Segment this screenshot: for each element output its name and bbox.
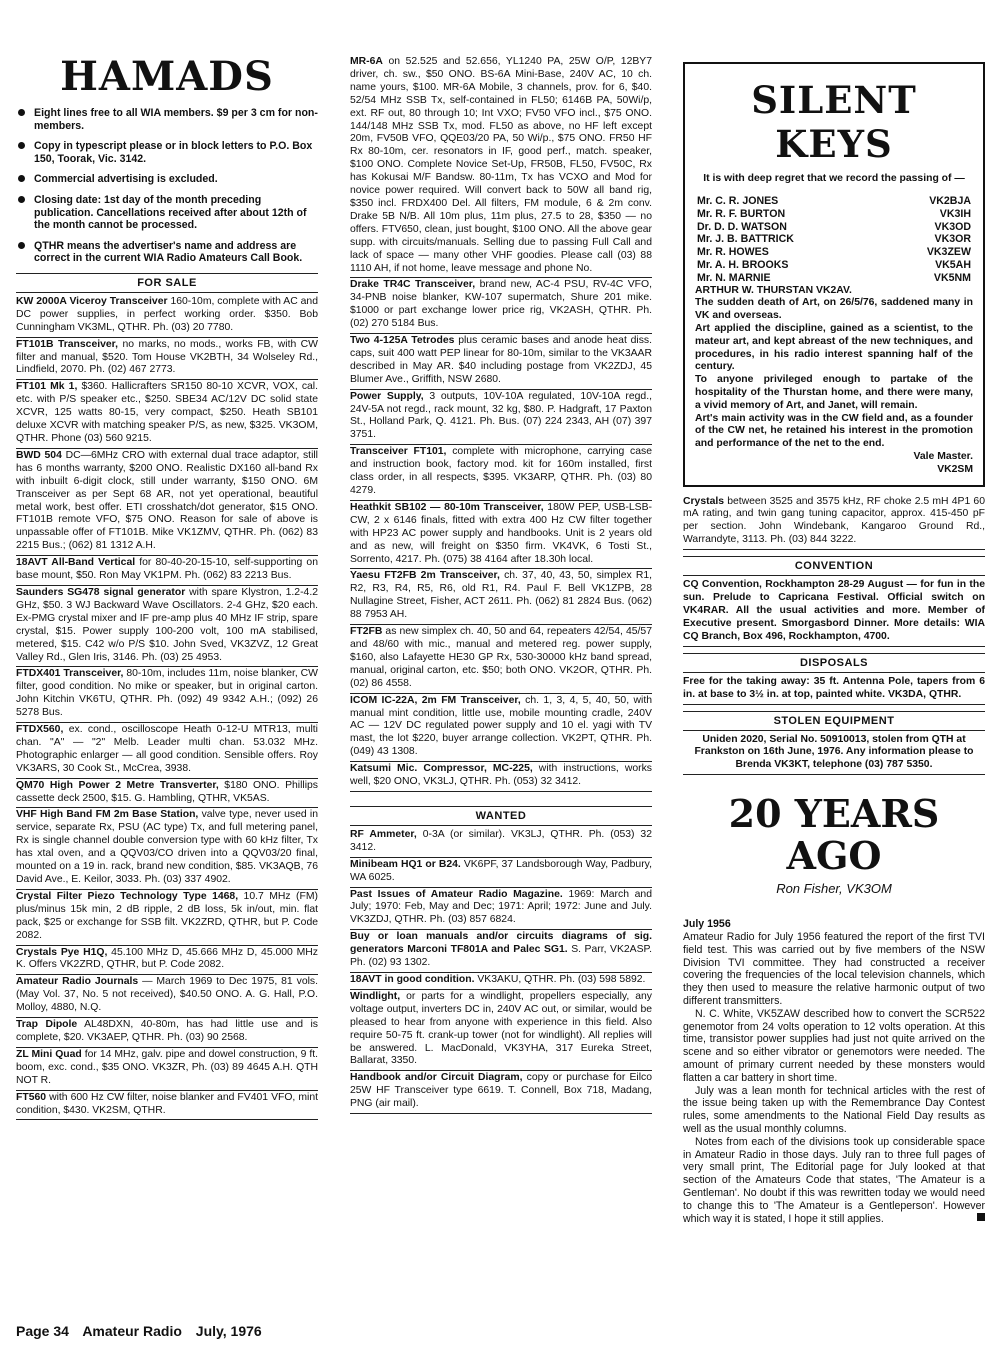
ad-heading: Heathkit SB102 — 80-10m Transceiver, <box>350 501 544 513</box>
ad-body: DC—6MHz CRO with external dual trace adaptor, still has 6 months warranty, $200 ONO. Realistic DX160 all-band Rx with inbuilt 6-digit clock, still under warranty, $150 ONO. 6M Transceiver as per Sept 68 AR, not yet operational, beautiful metal work, best offer. ETI crosshatch/dot generator, $15 ONO. FT101B remote VFO, $75 ONO. Reason for sale of above is unpassable offer of FT101B. Mike VK1ZMV, QTHR. Ph. (062) 83 2215 Bus.; (062) 81 1312 A.H. <box>16 449 318 552</box>
ad-body: 160-10m, complete with AC and DC power supplies, in perfect working order. $350. Bob Cunningham VK3ML, QTHR. Ph. (03) 20 7780. <box>16 295 318 333</box>
convention-text: CQ Convention, Rockhampton 28-29 August — for fun in the sun. Prelude to Capricana Festival. Official switch on VK4RAR. All the usual activities and more. Member of Executive present. Smorgasbord Dinner. More details: WIA CQ Branch, Box 496, Rockhampton, 4700. <box>683 578 985 647</box>
magazine-name: Amateur Radio <box>82 1323 182 1339</box>
article-paragraph: Notes from each of the divisions took up considerable space in Amateur Radio in those days. July ran to three full pages of very small print, The Editorial page for July looked at that section of the Amateurs Code that states, 'The Amateur is a Gentleman'. No doubt if this was rewritten today we would need to change this to 'The Amateur is a Gentleperson'. However which way it is stated, I hope it still applies. <box>683 1135 985 1225</box>
article-date: July 1956 <box>683 918 731 931</box>
ad-heading: FTDX560, <box>16 724 64 736</box>
silent-key-callsign: VK3OR <box>934 233 971 246</box>
silent-key-name: Mr. R. HOWES <box>697 246 769 259</box>
article-paragraph: July was a lean month for technical articles with the rest of the issue being taken up with the Remembrance Day Contest rules, some amendments to the National Field Day results as well as the usual monthly columns. <box>683 1084 985 1135</box>
for-sale-ad <box>16 890 318 946</box>
crystals-ad: Crystals between 3525 and 3575 kHz, RF choke 2.5 mH 4P1 60 mA rating, and twin gang tuning capacitor, approx. 415-450 pF per section. John Windebank, Kangaroo Ground Rd., Warrandyte, 3113. Ph. (03) 844 3222. <box>683 495 985 551</box>
stolen-text: Uniden 2020, Serial No. 50910013, stolen from QTH at Frankston on 16th June, 1976. Any information please to Brenda VK3KT, telephone (03) 787 5350. <box>683 733 985 776</box>
silent-keys-title: SILENT KEYS <box>751 78 917 166</box>
column-left <box>16 55 318 1120</box>
ad-heading: 18AVT All-Band Vertical <box>16 557 136 569</box>
ad-heading: Transceiver FT101, <box>350 446 447 458</box>
ad-heading: Katsumi Mic. Compressor, MC-225, <box>350 763 533 775</box>
ad-heading: Minibeam HQ1 or B24. <box>350 858 461 870</box>
for-sale-ad <box>16 1018 318 1048</box>
for-sale-ad <box>350 334 652 390</box>
tribute-paragraph: The sudden death of Art, on 26/5/76, saddened many in VK and overseas. <box>695 297 973 322</box>
ad-body: 45.100 MHz D, 45.666 MHz D, 45.000 MHz K. Offers VK2ZRD, QTHR, but P. Code 2082. <box>16 946 318 971</box>
ad-body: VK6PF, 37 Landsborough Way, Padbury, WA 6025. <box>350 858 652 883</box>
for-sale-ad <box>16 1091 318 1121</box>
tribute-heading: ARTHUR W. THURSTAN VK2AV. <box>695 284 852 296</box>
wanted-ad <box>350 828 652 858</box>
silent-key-name: Mr. R. F. BURTON <box>697 207 786 220</box>
ad-body: copy or purchase for Eilco 25W HF Transceiver type 6619. T. Connell, Box 718, Madang, PNG (air mail). <box>350 1072 652 1110</box>
ad-heading: Past Issues of Amateur Radio Magazine. <box>350 888 563 900</box>
rule-item: QTHR means the advertiser's name and address are correct in the current WIA Radio Amateurs Call Book. <box>16 240 318 265</box>
for-sale-ad <box>16 556 318 586</box>
tribute-text <box>695 297 973 451</box>
ad-heading: FT101 Mk 1, <box>16 381 78 393</box>
article-paragraph: N. C. White, VK5ZAW described how to convert the SCR522 genemotor from 24 volts operation to 12 volts operation. At this time, transistor power supplies had just not quite arrived on the scene and so either vibrator or genemotors were needed. The amount of primary current needed by these monsters would flatten a car battery in short time. <box>683 1007 985 1084</box>
ad-body: with instructions, works well, $20 ONO, VK3LJ, QTHR. Ph. (053) 32 3412. <box>350 763 652 788</box>
ad-body: brand new, AC-4 PSU, RV-4C VFO, 34-PNB noise blanker, KW-107 supermatch, Shure 201 mike. $1000 or part exchange lower price rig, VK2ASH, QTHR. Ph. (02) 270 5184 Bus. <box>350 279 652 330</box>
rule-item: Closing date: 1st day of the month preceding publication. Cancellations received after about 12th of the month cannot be processed. <box>16 194 318 232</box>
bullet-icon <box>18 242 25 249</box>
silent-key-name: Mr. C. R. JONES <box>697 195 779 207</box>
for-sale-ad <box>16 1048 318 1091</box>
ad-body: for 14 MHz, galv. pipe and dowel construction, 9 ft. boom, exc. cond., $35 ONO. VK3ZR, Ph. (03) 89 4645 A.H. QTH NOT R. <box>16 1048 318 1086</box>
ad-body: valve type, never used in service, separate Rx, PSU (AC type) Tx, and full metering panel, Rx is single channel double conversion type with 60 kHz filter, Tx has xtal oven, and a QQV03/CO driven into a QQV03/20 final, mounted on a 19 in. rack, brand new condition, $85. VK3AQB, 76 David Ave., E. Keilor, 3033. Ph. (03) 337 4902. <box>16 809 318 885</box>
article-paragraph: Amateur Radio for July 1956 featured the report of the first TVI field test. This was carried out by five members of the NSW Division TVI committee. They had constructed a receiver covering the frequencies of the local television channels, which they then used to measure the relative harmonic output of two different transmitters. <box>683 931 985 1007</box>
wanted-ad <box>350 990 652 1071</box>
for-sale-ad <box>350 694 652 763</box>
for-sale-heading: FOR SALE <box>16 273 318 293</box>
ad-body: 10.7 MHz (FM) plus/minus 15k min, 2 dB ripple, 2 dB loss, 5k in/out, min. flat pack, $25 or exchange for SSB filt. VK2ZRD, QTHR, but P. Code 2082. <box>16 890 318 941</box>
for-sale-ad <box>16 779 318 809</box>
tribute-paragraph: Art's main activity was in the CW field and, as a founder of the CW net, he retained his interest in the promotion and performance of the net to the end. <box>695 412 973 450</box>
convention-heading: CONVENTION <box>683 556 985 576</box>
ad-heading: ZL Mini Quad <box>16 1048 82 1060</box>
ad-body: complete with microphone, carrying case and instruction book, factory mod. kit for 160m installed, first class order, in all respects, $395. VK3ARP, QTHR. Ph. (03) 80 4279. <box>350 446 652 496</box>
ad-body: S. Parr, VK2ASP. Ph. (02) 93 1302. <box>350 944 652 969</box>
silent-key-row <box>695 246 973 259</box>
for-sale-ad <box>350 278 652 334</box>
silent-key-row <box>695 233 973 246</box>
ad-heading: Crystal Filter Piezo Technology Type 1468, <box>16 890 239 902</box>
ad-body: on 52.525 and 52.656, YL1240 PA, 25W O/P, 12BY7 driver, ch. sw., $50 ONO. BS-6A Mini-Base, 240V AC, 10 ch. name yours, $100. MR-6A Mobile, 3 channels, prov. for 6, $40. 52/54 MHz SSB Tx, self-contained in FL50; 6146B PA, 50Wi/p, ext. RF out, 80 through 10; Int VXO; FV50 VFO incl., $75 ONO. 144/148 MHz SSB Tx, mod. FL50 as above, no HF left except 20m, FV50B VFO, QQE03/20 PA, 50 Wi/p., $75 ONO. FR50 HF Rx 80-10m, cer. resonators in IF, good perf., match. speaker, $100 ONO. Complete Novice Set-Up, FR50B, FL50, FV50C, Rx has Kokusai M/F Bandsw. 80-11m, Tx has VCXO and Mod for novice power required. Will convert back to 50W all band rig, $350 incl. FRDX400 Del. All filters, FM module, 6 & 2m conv. Drake 5B N/B. All 10m plus, 11m plus, 27.5 to 28, $350 — no offers. FTV650, clean, just bought, $100 ONO. All the above gear supp. with circuits/manuals. Selling due to passing Full Call and lack of space — many other VHF goodies. Please call (03) 88 1110 AH, if not home, leave message and phone No. <box>350 56 652 274</box>
twenty-years-ago-article <box>683 918 985 1225</box>
ad-heading: Amateur Radio Journals <box>16 976 139 988</box>
ad-heading: RF Ammeter, <box>350 828 417 840</box>
silent-key-name: Mr. J. B. BATTRICK <box>697 233 794 246</box>
ad-heading: Buy or loan manuals and/or circuits diagrams of sig. generators Marconi TF801A and Palec SG1. <box>350 931 652 956</box>
disposals-heading: DISPOSALS <box>683 653 985 673</box>
page-number: Page 34 <box>16 1323 69 1339</box>
ad-heading: Yaesu FT2FB 2m Transceiver, <box>350 570 500 582</box>
wanted-ad <box>350 930 652 973</box>
column-middle <box>350 55 652 1114</box>
silent-keys-intro: It is with deep regret that we record the passing of — <box>703 173 965 184</box>
disposals-text: Free for the taking away: 35 ft. Antenna Pole, tapers from 6 in. at base to 3½ in. at top, painted white. VK3DA, QTHR. <box>683 675 985 705</box>
ad-body: ex. cond., oscilloscope Heath 0-12-U MTR13, multi chan. "A" — "2" Melb. Leader multi chan. 53.032 MHz. Photographic enlarger — all good condition. Sensible offers. Roy VK3ARS, 30 Cook St., McCrea, 3938. <box>16 724 318 774</box>
silent-key-name: Mr. A. H. BROOKS <box>697 258 789 271</box>
silent-key-callsign: VK5NM <box>933 271 971 284</box>
ad-heading: FT2FB <box>350 626 383 638</box>
ad-heading: Handbook and/or Circuit Diagram, <box>350 1072 523 1084</box>
ad-body: $360. Hallicrafters SR150 80-10 XCVR, VOX, cal. etc. with P/S speaker etc., $250. SBE34 AC/12V DC solid state XCVR, 125 watts 80-15, very compact, $250. Heath SB101 deluxe XCVR with matching speaker P/S, as new, $325. VK3OM, QTHR. Phone (03) 560 9215. <box>16 381 318 444</box>
silent-key-row <box>695 221 973 234</box>
ad-heading: BWD 504 <box>16 449 62 461</box>
rule-item: Eight lines free to all WIA members. $9 per 3 cm for non-members. <box>16 107 318 132</box>
wanted-ad <box>350 973 652 990</box>
ad-heading: FT101B Transceiver, <box>16 338 119 350</box>
silent-key-row <box>695 208 973 221</box>
ad-body: $180 ONO. Phillips cassette deck 2500, $15. G. Hambling, QTHR, VK5AS. <box>16 779 318 804</box>
for-sale-ad <box>350 445 652 501</box>
silent-keys-box <box>683 62 985 487</box>
ad-body: with 600 Hz CW filter, noise blanker and FV401 VFO, mint condition, $430. VK2SM, QTHR. <box>16 1091 318 1116</box>
for-sale-ad <box>16 449 318 556</box>
ad-body: with spare Klystron, 1.2-4.2 GHz, $50. 3 WJ Backward Wave Oscillators. 2-4 GHz, $20 each. Ex-PMG crystal mixer and IF pre-amp plus 40 MHz IF strip, spare crystal, $15. Power supply 100-200 volt, 100 mA stabilised, metered, $15. C42 w/o P/S $10. John Sved, VK3ZVZ, 12 Great Valley Rd., Glen Iris, 3146. Ph. (03) 25 4953. <box>16 586 318 663</box>
wanted-ads <box>350 828 652 1114</box>
ad-heading: Windlight, <box>350 990 401 1002</box>
hamads-masthead: HAMADS <box>60 53 274 100</box>
tribute-sign-1: Vale Master. <box>913 450 973 462</box>
ad-body: ch. 37, 40, 43, 50, simplex R1, R2, R3, R4, R5, R6, old R1, R4. Paul F. Bell VK1ZPB, 28 Nullagine Street, Fisher, ACT 2611. Ph. (062) 81 2824 Bus. (062) 88 7953 AH. <box>350 570 652 621</box>
rules-list <box>16 107 318 265</box>
ad-heading: FT560 <box>16 1091 47 1103</box>
for-sale-ads <box>16 295 318 1120</box>
for-sale-ad <box>16 586 318 667</box>
for-sale-ad <box>16 946 318 976</box>
for-sale-ad <box>16 295 318 338</box>
column-right <box>683 62 985 1225</box>
ad-heading: KW 2000A Viceroy Transceiver <box>16 295 168 307</box>
silent-key-name: Mr. N. MARNIE <box>697 271 771 284</box>
silent-key-row <box>695 195 973 208</box>
ad-heading: QM70 High Power 2 Metre Transverter, <box>16 779 219 791</box>
for-sale-ad <box>16 975 318 1018</box>
ad-body: 1969: March and July; 1970: Feb, May and Dec; 1971: April; 1972: June and July. VK3ZDJ, QTHR. Ph. (03) 857 6824. <box>350 888 652 926</box>
ad-body: as new simplex ch. 40, 50 and 64, repeaters 42/54, 45/57 and 48/60 with mic., manual and metered reg. power supply, $160, also Lafayette HE30 GP Rx, 530-30000 kHz band spread, manual, original carton, etc. $50; both ONO. VK2OR, QTHR. Ph. (02) 86 4558. <box>350 626 652 689</box>
ad-body: AL48DXN, 40-80m, has had little use and is complete, $20. VK3AEP, QTHR. Ph. (03) 90 2568. <box>16 1019 318 1043</box>
for-sale-ad <box>16 338 318 381</box>
wanted-ad <box>350 858 652 888</box>
bullet-icon <box>18 109 25 116</box>
ad-heading: Saunders SG478 signal generator <box>16 586 186 598</box>
wanted-ad <box>350 888 652 931</box>
ad-heading: Two 4-125A Tetrodes <box>350 335 455 347</box>
bullet-icon <box>18 142 25 149</box>
ad-heading: 18AVT in good condition. <box>350 974 475 985</box>
page-footer <box>16 1323 272 1339</box>
for-sale-ad <box>16 723 318 779</box>
byline: Ron Fisher, VK3OM <box>776 881 892 897</box>
ad-body: 80-10m, includes 11m, noise blanker, CW filter, good condition. No mike or speaker, but in original carton. John Kitchin VK6TU, QTHR. Ph. (092) 49 9342 A.H.; (092) 26 5278 Bus. <box>16 668 318 719</box>
ad-heading: VHF High Band FM 2m Base Station, <box>16 809 199 821</box>
ad-heading: ICOM IC-22A, 2m FM Transceiver, <box>350 694 521 706</box>
bullet-icon <box>18 196 25 203</box>
ad-body: or parts for a windlight, propellers especially, any voltage output, inverters DC in, 240V AC out, or similar, would be pleased to hear from anyone with experience in this field. Also require 50-75 ft. crank-up tower (not for windlight). All replies will be answered. L. MacDonald, VK3YHA, 317 Eureka Street, Ballarat, 3350. <box>350 990 652 1067</box>
ad-body: no marks, no mods., works FB, with CW filter and manual, $520. Tom House VK2BTH, 34 Wolseley Rd., Lindfield, 2070. Ph. (02) 467 2773. <box>16 338 318 376</box>
silent-key-name: Dr. D. D. WATSON <box>697 220 787 233</box>
ad-body: 180W PEP, USB-LSB-CW, 2 x 6146 finals, fitted with extra 400 Hz CW filter together with HP23 AC power supply and handbooks. Unit is 2 years old and as new, will freight on $350 firm. VK4VK, 6 Tosti St., Sorrento, 4217. Ph. (075) 38 4164 after 18.30h local. <box>350 501 652 565</box>
for-sale-ad <box>16 808 318 889</box>
ad-body: for 80-40-20-15-10, self-supporting on base mount, $50. Ron May VK1PM. Ph. (062) 83 2213 Bus. <box>16 557 318 582</box>
tribute-paragraph: To anyone privileged enough to partake of the hospitality of the Thurstan home, and there were many, a vivid memory of Art, and Janet, will remain. <box>695 374 973 411</box>
ad-heading: MR-6A <box>350 56 383 67</box>
bullet-icon <box>18 175 25 182</box>
wanted-heading: WANTED <box>350 806 652 826</box>
for-sale-ad <box>350 625 652 694</box>
for-sale-ads-continued <box>350 55 652 792</box>
silent-key-callsign: VK3IH <box>939 207 971 220</box>
ad-body: plus ceramic bases and anode heat diss. caps, suit 400 watt PEP linear for 80-10m, similar to the VK3AAR described in May AR. $40 including postage from VK2ZDJ, 45 Blumer Ave., Griffith, NSW 2680. <box>350 335 653 385</box>
rule-item: Commercial advertising is excluded. <box>16 173 318 186</box>
ad-body: VK3AKU, QTHR. Ph. (03) 598 5892. <box>474 974 646 985</box>
for-sale-ad <box>350 390 652 446</box>
silent-key-callsign: VK3OD <box>934 220 971 233</box>
for-sale-ad <box>16 667 318 723</box>
ad-body: 0-3A (or similar). VK3LJ, QTHR. Ph. (053) 32 3412. <box>350 828 652 853</box>
ad-heading: Trap Dipole <box>16 1019 78 1031</box>
for-sale-ad <box>16 380 318 449</box>
for-sale-ad <box>350 55 652 278</box>
ad-body: — March 1969 to Dec 1975, 81 vols. (May Vol. 37, No. 5 not received), $40.50 ONO. A. G. Hall, P.O. Molloy, 4880, N.Q. <box>16 976 318 1014</box>
tribute-sign-2: VK2SM <box>937 463 973 475</box>
for-sale-ad <box>350 501 652 570</box>
tribute-paragraph: Art applied the discipline, gained as a scientist, to the mateur art, and kept abreast of the new techniques, and procedures, in his radio interest spanning half of the century. <box>695 322 973 373</box>
ad-heading: Power Supply, <box>350 390 424 402</box>
silent-key-callsign: VK2BJA <box>929 195 971 207</box>
silent-key-row <box>695 272 973 285</box>
wanted-ad <box>350 1071 652 1114</box>
ad-body: 3 outputs, 10V-10A regulated, 10V-10A regd., 24V-5A not regd., rack mount, 32 kg, $80. P. Hadgraft, 17 Paxton St., Holland Park, Q. 4121. Ph. Bus. (07) 224 2343, AH (07) 397 3751. <box>350 390 652 441</box>
ad-body: ch. 1, 3, 4, 5, 40, 50, with manual mint condition, little use, mobile mounting cradle, 240V AC — 12V DC regulated power supply and 10 el. yagi with TV mast, the lot $220, buyer arrange collection. VK2PT, QTHR. Ph. (049) 43 1308. <box>350 694 652 758</box>
silent-key-callsign: VK5AH <box>935 258 971 271</box>
ad-heading: Drake TR4C Transceiver, <box>350 279 476 291</box>
silent-key-callsign: VK3ZEW <box>926 246 971 259</box>
end-mark-icon <box>977 1213 985 1221</box>
for-sale-ad <box>350 569 652 625</box>
for-sale-ad <box>350 762 652 792</box>
ad-heading: FTDX401 Transceiver, <box>16 668 124 680</box>
silent-keys-names <box>695 195 973 285</box>
silent-key-row <box>695 259 973 272</box>
issue-date: July, 1976 <box>195 1323 262 1339</box>
twenty-years-ago-title: 20 YEARS AGO <box>728 791 940 879</box>
ad-heading: Crystals Pye H1Q, <box>16 946 108 958</box>
stolen-heading: STOLEN EQUIPMENT <box>683 711 985 731</box>
rule-item: Copy in typescript please or in block letters to P.O. Box 150, Toorak, Vic. 3142. <box>16 140 318 165</box>
